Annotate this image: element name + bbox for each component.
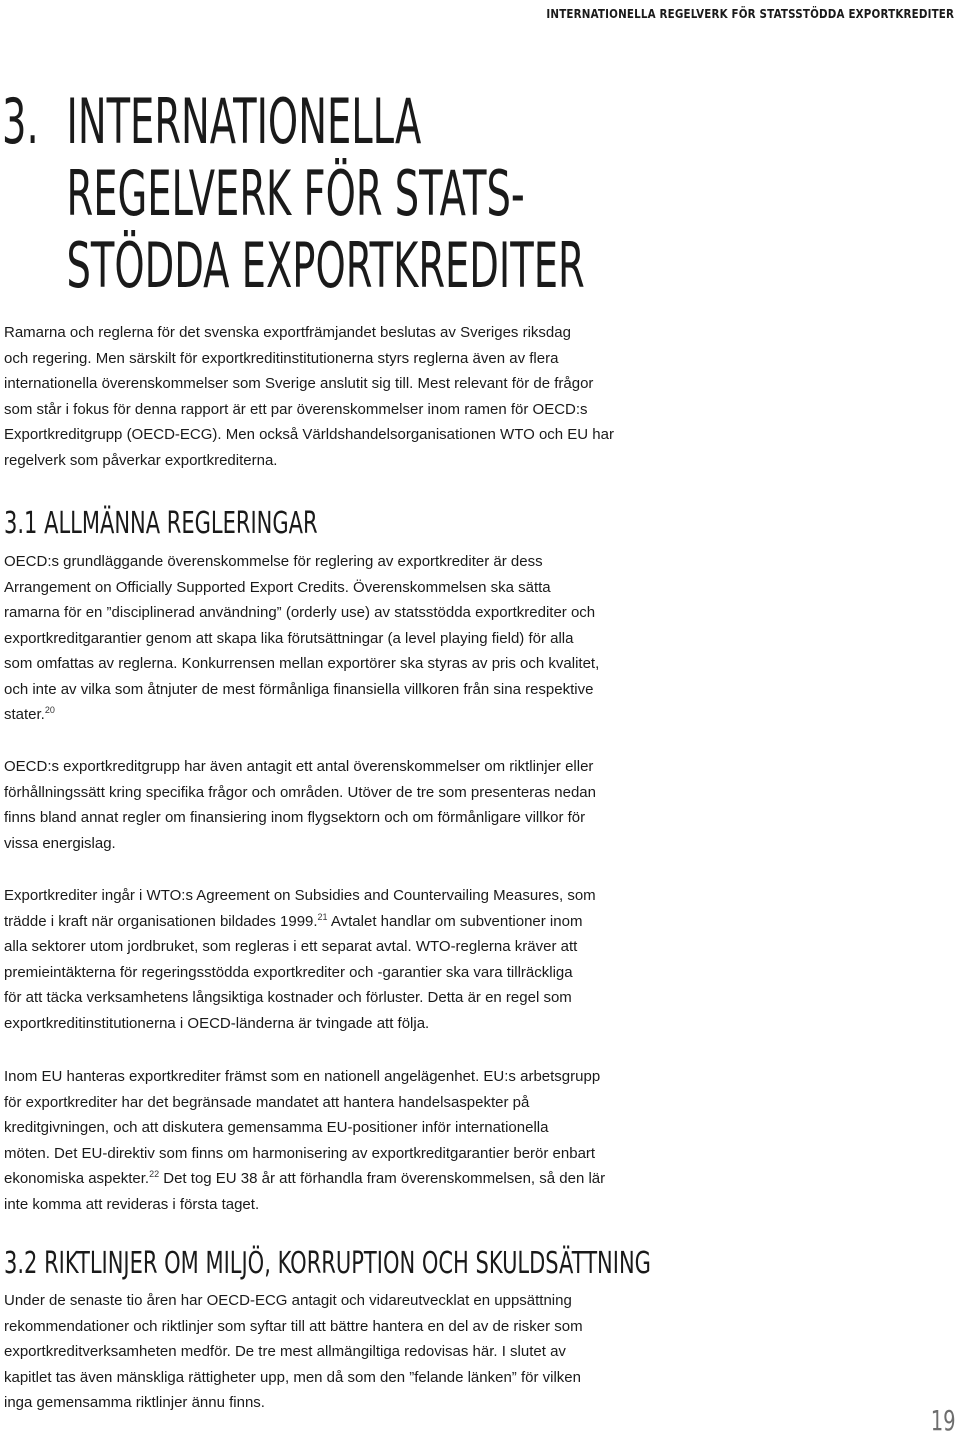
chapter-title-text-2: REGELVERK FÖR STATS- xyxy=(66,157,525,230)
text-line: och regering. Men särskilt för exportkreditinstitutionerna styrs reglerna även av flera xyxy=(4,349,559,367)
text-line: premieintäkterna för regeringsstödda exportkrediter och -garantier ska vara tillräckliga xyxy=(4,963,573,981)
text-line: alla sektorer utom jordbruket, som regleras i ett separat avtal. WTO-reglerna kräver att xyxy=(4,938,578,955)
chapter-title xyxy=(2,86,684,302)
text-line: möten. Det EU-direktiv som finns om harmonisering av exportkreditgarantier berör enbart xyxy=(4,1144,596,1162)
section-1-paragraph-2 xyxy=(4,754,596,856)
text-fragment: stater. xyxy=(4,706,45,723)
text-line: finns bland annat regler om finansiering inom flygsektorn och om förmånligare villkor för xyxy=(4,809,586,826)
text-line: internationella överenskommelser som Sverige anslutit sig till. Mest relevant för de frågor xyxy=(4,375,594,392)
section-2-paragraph-1 xyxy=(4,1288,583,1416)
footnote-ref-22[interactable]: 22 xyxy=(149,1169,160,1179)
footnote-ref-20[interactable]: 20 xyxy=(44,705,55,715)
text-line: som står i fokus för denna rapport är ett par överenskommelser inom ramen för OECD:s xyxy=(4,400,588,418)
text-line: regelverk som påverkar exportkrediterna. xyxy=(4,451,278,469)
text-line: Ramarna och reglerna för det svenska exportfrämjandet beslutas av Sveriges riksdag xyxy=(4,324,571,341)
intro-paragraph xyxy=(4,320,614,473)
text-line: exportkreditinstitutionerna i OECD-länderna är tvingade att följa. xyxy=(4,1014,430,1032)
text-line: OECD:s grundläggande överenskommelse för reglering av exportkrediter är dess xyxy=(4,553,543,570)
text-line: inga gemensamma riktlinjer ännu finns. xyxy=(4,1394,265,1411)
text-line: Arrangement on Officially Supported Export Credits. Överenskommelsen ska sätta xyxy=(4,578,551,596)
text-line: inte komma att revideras i första taget. xyxy=(4,1195,260,1213)
text-line: ramarna för en ”disciplinerad användning” (orderly use) av statsstödda exportkrediter och xyxy=(4,604,596,621)
section-heading-3-1: 3.1 ALLMÄNNA REGLERINGAR xyxy=(4,506,318,541)
text-fragment: trädde i kraft när organisationen bildades 1999. xyxy=(4,912,318,930)
page-number: 19 xyxy=(931,1404,956,1437)
chapter-title-line-1 xyxy=(2,86,684,158)
text-line: för att täcka verksamhetens långsiktiga kostnader och förluster. Detta är en regel som xyxy=(4,989,572,1006)
chapter-title-line-2 xyxy=(2,158,684,230)
text-line: kapitlet tas även mänskliga rättigheter upp, men då som den ”felande länken” för vilken xyxy=(4,1368,581,1386)
text-line xyxy=(4,702,599,728)
text-line: exportkreditgarantier genom att skapa lika förutsättningar (a level playing field) för alla xyxy=(4,629,574,647)
text-line: Under de senaste tio åren har OECD-ECG antagit och vidareutvecklat en uppsättning xyxy=(4,1292,572,1309)
text-line xyxy=(4,909,596,935)
text-line: kreditgivningen, och att diskutera gemensamma EU-positioner inför internationella xyxy=(4,1119,549,1136)
section-1-paragraph-4 xyxy=(4,1064,605,1217)
text-line: och inte av vilka som åtnjuter de mest förmånliga finansiella villkoren från sina respektive xyxy=(4,680,594,698)
text-line: som omfattas av reglerna. Konkurrensen mellan exportörer ska styras av pris och kvalitet, xyxy=(4,655,600,672)
text-fragment: Avtalet handlar om subventioner inom xyxy=(327,912,583,930)
text-fragment: ekonomiska aspekter. xyxy=(4,1170,150,1187)
chapter-title-text-1: INTERNATIONELLA xyxy=(66,85,422,158)
text-line: Exportkrediter ingår i WTO:s Agreement on Subsidies and Countervailing Measures, som xyxy=(4,887,596,904)
text-line: exportkreditverksamheten medför. De tre mest allmängiltiga redovisas här. I slutet av xyxy=(4,1343,566,1360)
text-line: OECD:s exportkreditgrupp har även antagit ett antal överenskommelser om riktlinjer eller xyxy=(4,758,594,775)
text-line xyxy=(4,1166,605,1192)
text-fragment: Det tog EU 38 år att förhandla fram överenskommelsen, så den lär xyxy=(159,1170,606,1187)
section-heading-3-2: 3.2 RIKTLINJER OM MILJÖ, KORRUPTION OCH SKULDSÄTTNING xyxy=(4,1246,651,1281)
section-1-paragraph-3 xyxy=(4,883,596,1036)
footnote-ref-21[interactable]: 21 xyxy=(317,911,328,922)
text-line: för exportkrediter har det begränsade mandatet att hantera handelsaspekter på xyxy=(4,1093,530,1111)
text-line: rekommendationer och riktlinjer som syftar till att bättre hantera en del av de risker som xyxy=(4,1317,583,1335)
chapter-number: 3. xyxy=(2,85,39,158)
running-header: INTERNATIONELLA REGELVERK FÖR STATSSTÖDDA EXPORTKREDITER xyxy=(546,7,954,21)
text-line: Inom EU hanteras exportkrediter främst som en nationell angelägenhet. EU:s arbetsgrupp xyxy=(4,1068,601,1085)
text-line: vissa energislag. xyxy=(4,834,116,852)
text-line: Exportkreditgrupp (OECD-ECG). Men också Världshandelsorganisationen WTO och EU har xyxy=(4,426,614,443)
chapter-title-line-3 xyxy=(2,230,684,302)
section-1-paragraph-1 xyxy=(4,549,599,728)
chapter-title-text-3: STÖDDA EXPORTKREDITER xyxy=(66,229,585,302)
text-line: förhållningssätt kring specifika frågor och områden. Utöver de tre som presenteras nedan xyxy=(4,783,596,801)
